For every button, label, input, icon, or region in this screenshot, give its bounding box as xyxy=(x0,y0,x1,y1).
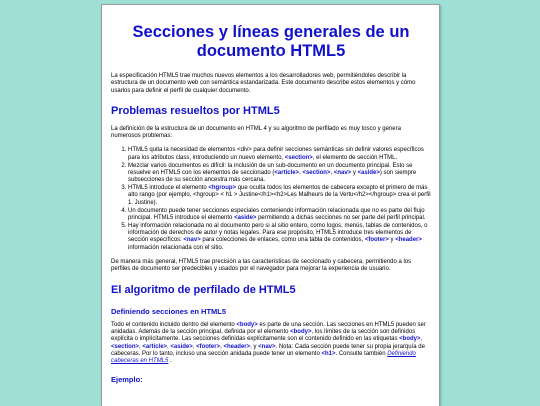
paragraph-text: . xyxy=(168,358,172,365)
element-code: <nav> xyxy=(258,343,276,350)
paragraph-text: Todo el contenido incluido dentro del elemento xyxy=(111,321,237,328)
element-code: <hgroup> xyxy=(208,185,237,192)
element-code: <footer> xyxy=(196,343,221,350)
list-item-text: , el elemento de sección HTML. xyxy=(312,154,398,161)
element-code: <article> xyxy=(142,343,168,350)
element-code: <nav> xyxy=(183,237,201,244)
element-code: <header> xyxy=(223,343,251,350)
element-code: <article> xyxy=(274,169,300,176)
element-code: <body> xyxy=(399,336,421,343)
element-code: <body> xyxy=(290,328,312,335)
list-item-text: HTML5 introduce el elemento xyxy=(128,185,209,192)
element-code: <body> xyxy=(236,321,258,328)
element-code: <aside> xyxy=(234,214,257,221)
paragraph-text: , xyxy=(139,343,143,350)
element-code: <section> xyxy=(284,154,313,161)
list-item-text: Hay información relacionada no al documento pero si al sitio entero, como logos, menús, tablas de contenidos, o información de derechos de autor y notas legales. Para ese propósito, HTML5 introduce tres elementos de sección específicos: xyxy=(128,222,428,244)
list-item-text: ) son siempre subsecciones de su sección ancestra más cercana. xyxy=(128,169,417,184)
paragraph-text: , los límites de la sección son definidos explícita o implícitamente. Las secciones definidas explícitamente son el contenido definido en las etiquetas xyxy=(111,328,416,343)
subsection-heading-defining-sections: Definiendo secciones en HTML5 xyxy=(111,306,227,316)
intro-paragraph: La especificación HTML5 trae muchos nuevos elementos a los desarrolladores web, permitiéndoles describir la estructura de un documento web con semántica estandarizada. Este documento describe estos elementos y cómo usarlos para definir el perfil de cualquier documento. xyxy=(111,73,416,94)
example-heading: Ejemplo: xyxy=(111,375,143,385)
list-item-text: Mezclar varios documentos es difícil: la inclusión de un sub-documento en un documento principal. Esto se resuelve en HTML5 con los elementos de seccionado ( xyxy=(128,162,413,176)
list-item xyxy=(128,147,431,162)
problems-list xyxy=(111,147,431,252)
paragraph-text: , xyxy=(420,336,423,343)
document-page xyxy=(101,4,440,406)
element-code: <section> xyxy=(302,169,331,176)
element-code: <aside> xyxy=(170,343,193,350)
problems-intro-paragraph: La definición de la estructura de un documento en HTML 4 y su algoritmo de perfilado es muy tosco y genera numerosos problemas: xyxy=(111,125,401,140)
element-code: <section> xyxy=(111,343,140,350)
element-code: <footer> xyxy=(364,237,389,244)
defining-headings-link[interactable]: Definiendo cabeceras en HTML5 xyxy=(111,350,416,365)
page-title: Secciones y líneas generales de un documento HTML5 xyxy=(132,23,410,60)
defining-sections-paragraph xyxy=(111,322,431,366)
list-item-text: para colecciones de enlaces, como una tabla de contenidos, xyxy=(200,237,365,244)
paragraph-text: , xyxy=(167,343,171,350)
section-heading-problems: Problemas resueltos por HTML5 xyxy=(111,104,280,117)
paragraph-text: . Nota: Cada sección puede tener su propia jerarquía de cabeceras. Por lo tanto, incluso una sección anidada puede tener un elemento xyxy=(111,343,425,357)
paragraph-text: es parte de una sección. Las secciones en HTML5 pueden ser anidadas. Además de la sección principal, definida por el elemento xyxy=(111,321,426,335)
paragraph-text: , xyxy=(220,343,224,350)
list-item xyxy=(128,163,431,185)
list-item-text: que oculta todos los elementos de cabecera excepto el primero de más alto rango (por ejemplo, <hgroup> < h1 > Justine</h1><h2>Les Malheurs de la Vertu</h2></hgroup> crea el perfil 1. Justine). xyxy=(128,185,431,206)
list-item xyxy=(128,185,431,207)
list-item-text: y xyxy=(351,169,358,176)
list-item-text: y xyxy=(388,237,396,244)
problems-summary-paragraph: De manera más general, HTML5 trae precisión a las características de seccionado y cabecera, permitiendo a los perfiles de documento ser predecibles y usados por el navegador para mejorar la experiencia de usuario. xyxy=(111,259,412,273)
paragraph-text: , y xyxy=(250,343,259,350)
element-code: <header> xyxy=(395,237,422,244)
list-item-text: , xyxy=(330,169,334,176)
element-code: <nav> xyxy=(333,169,352,176)
section-heading-outline-algorithm: El algoritmo de perfilado de HTML5 xyxy=(111,283,296,296)
element-code: <h1> xyxy=(321,350,336,357)
paragraph-text: . Consulte también xyxy=(335,350,388,357)
list-item-text: Un documento puede tener secciones especiales conteniendo información relacionada que no es parte del flujo principal. HTML5 introduce el elemento xyxy=(128,207,425,221)
list-item xyxy=(128,223,431,252)
list-item-text: , xyxy=(299,169,303,176)
list-item-text: información relacionada con el sitio. xyxy=(128,244,224,251)
paragraph-text: , xyxy=(192,343,197,350)
list-item-text: permitiendo a dichas secciones no ser parte del perfil principal. xyxy=(256,214,426,221)
element-code: <aside> xyxy=(357,169,380,176)
list-item-text: HTML5 quita la necesidad de elementos <div> para definir secciones semánticas sin definir valores específicos para los atributos class, introduciendo un nuevo elemento, xyxy=(128,147,424,161)
document-content xyxy=(102,5,439,384)
list-item xyxy=(128,208,431,223)
